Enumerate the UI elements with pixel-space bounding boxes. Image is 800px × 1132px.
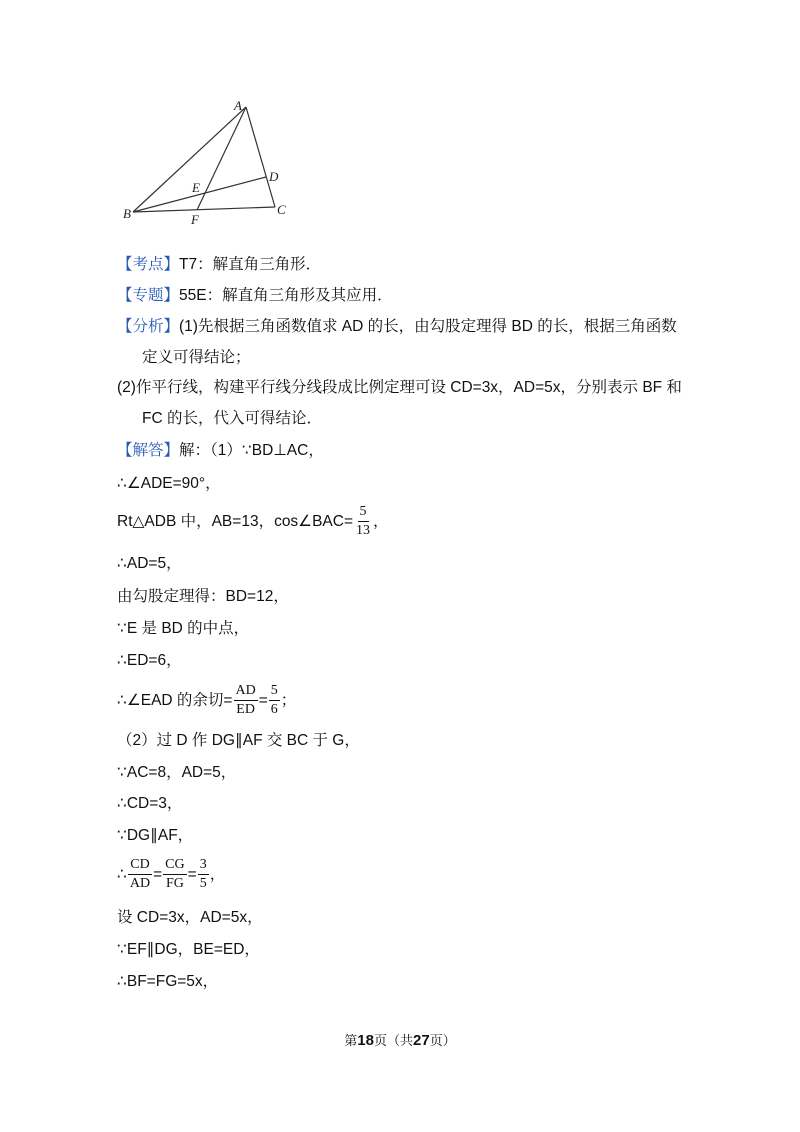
page-total: 27 xyxy=(413,1032,430,1049)
step-11: ∵DG∥AF， xyxy=(117,827,194,844)
segment-ab xyxy=(133,107,246,212)
page-footer xyxy=(0,1032,800,1050)
fraction-numerator: 5 xyxy=(269,684,280,701)
equals-sign: = xyxy=(258,692,268,709)
step-2-end: ， xyxy=(373,513,389,530)
step-3: ∴AD=5， xyxy=(117,555,182,572)
footer-middle: 页（共 xyxy=(373,1033,413,1048)
fenxi-tag: 【分析】 xyxy=(117,318,180,335)
fraction-3-5 xyxy=(198,858,209,891)
point-label-e: E xyxy=(192,180,200,195)
fenxi-line-4: FC 的长，代入可得结论． xyxy=(142,410,322,427)
point-label-a: A xyxy=(234,98,242,113)
kaodian-line xyxy=(117,255,321,275)
footer-suffix: 页） xyxy=(429,1033,456,1048)
zhuanti-tag: 【专题】 xyxy=(117,287,180,304)
fenxi-line-1 xyxy=(117,317,677,337)
footer-prefix: 第 xyxy=(344,1033,358,1048)
step-7 xyxy=(117,684,296,718)
step-6: ∴ED=6， xyxy=(117,652,182,669)
point-label-d: D xyxy=(269,169,279,184)
fraction-numerator: 3 xyxy=(198,858,209,875)
segment-af xyxy=(197,107,246,210)
step-12-text: ∴ xyxy=(117,866,127,883)
fenxi-text-1: (1)先根据三角函数值求 AD 的长，由勾股定理得 BD 的长，根据三角函数 xyxy=(179,318,677,335)
point-label-f: F xyxy=(191,212,199,227)
triangle-figure xyxy=(115,95,295,230)
fraction-5-6 xyxy=(269,684,280,717)
kaodian-text: T7：解直角三角形． xyxy=(179,256,322,273)
jieda-line xyxy=(117,441,324,461)
fraction-denominator: ED xyxy=(236,702,255,718)
fenxi-line-2: 定义可得结论； xyxy=(142,349,251,366)
fenxi-line-3: (2)作平行线，构建平行线分线段成比例定理可设 CD=3x，AD=5x，分别表示 BF 和 xyxy=(117,379,682,396)
step-1: ∴∠ADE=90°， xyxy=(117,475,221,492)
step-9: ∵AC=8，AD=5， xyxy=(117,764,237,781)
fraction-numerator: CD xyxy=(128,858,151,875)
fraction-ad-ed xyxy=(234,684,258,717)
equals-sign: = xyxy=(187,866,197,883)
fraction-numerator: CG xyxy=(163,858,186,875)
step-2-text: Rt△ADB 中，AB=13，cos∠BAC= xyxy=(117,513,354,530)
point-label-b: B xyxy=(123,206,131,221)
step-4: 由勾股定理得：BD=12， xyxy=(117,588,289,605)
fraction-numerator: AD xyxy=(234,684,258,701)
step-15: ∴BF=FG=5x， xyxy=(117,973,219,990)
fraction-cd-ad xyxy=(128,858,152,891)
segment-ac xyxy=(246,107,275,207)
fraction-denominator: 6 xyxy=(270,702,278,718)
fraction-denominator: AD xyxy=(129,876,151,892)
jieda-tag: 【解答】 xyxy=(117,442,180,459)
step-7-end: ； xyxy=(280,692,297,709)
step-14: ∵EF∥DG，BE=ED， xyxy=(117,941,260,958)
step-12-end: ， xyxy=(209,866,226,883)
segment-bc xyxy=(133,207,275,212)
zhuanti-line xyxy=(117,286,393,306)
step-7-text: ∴∠EAD 的余切= xyxy=(117,692,233,709)
fraction-cg-fg xyxy=(163,858,186,891)
fraction-denominator: 5 xyxy=(199,876,207,892)
fraction-numerator: 5 xyxy=(358,505,369,522)
step-8: （2）过 D 作 DG∥AF 交 BC 于 G， xyxy=(117,732,360,749)
point-label-c: C xyxy=(277,202,286,217)
equals-sign: = xyxy=(153,866,163,883)
jieda-intro: 解：（1）∵BD⊥AC， xyxy=(179,442,324,459)
fraction-denominator: 13 xyxy=(356,523,371,539)
fraction-cos-bac xyxy=(354,505,372,538)
step-5: ∵E 是 BD 的中点， xyxy=(117,620,250,637)
step-10: ∴CD=3， xyxy=(117,795,183,812)
fraction-denominator: FG xyxy=(165,876,184,892)
step-13: 设 CD=3x，AD=5x， xyxy=(117,909,263,926)
step-2 xyxy=(117,505,389,539)
zhuanti-text: 55E：解直角三角形及其应用． xyxy=(179,287,393,304)
page-number: 18 xyxy=(357,1032,374,1049)
kaodian-tag: 【考点】 xyxy=(117,256,180,273)
step-12 xyxy=(117,858,225,892)
